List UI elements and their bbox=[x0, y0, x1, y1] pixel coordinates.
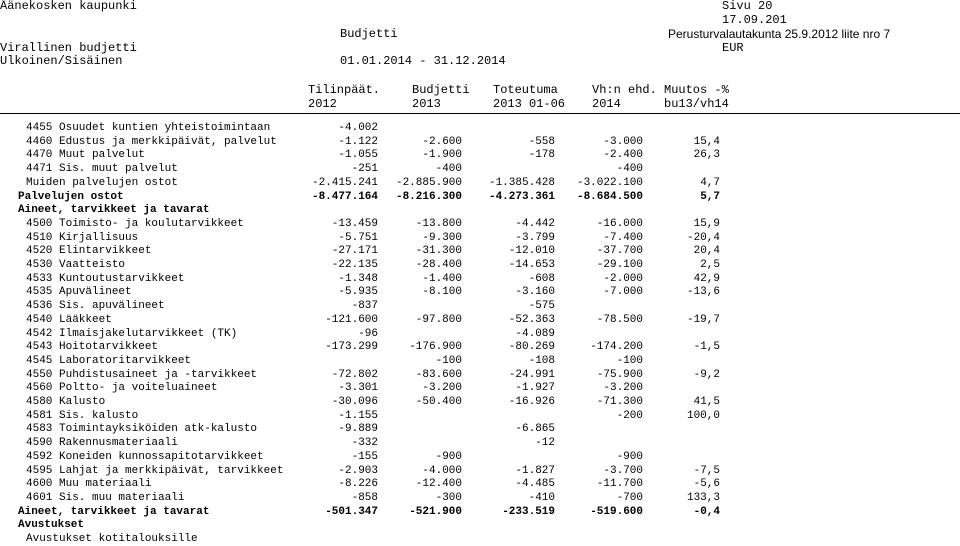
row-value-col-2: -608 bbox=[528, 272, 555, 285]
row-value-col-4: 42,9 bbox=[693, 272, 720, 285]
table-row bbox=[0, 163, 960, 176]
row-value-col-3: -16.000 bbox=[596, 217, 643, 230]
row-label: 4460 Edustus ja merkkipäivät, palvelut bbox=[26, 135, 277, 148]
row-value-col-1: -1.400 bbox=[422, 272, 462, 285]
row-value-col-3: -174.200 bbox=[590, 341, 643, 354]
row-value-col-0: -72.802 bbox=[331, 368, 378, 381]
row-value-col-2: -12.010 bbox=[508, 245, 555, 258]
table-row bbox=[0, 191, 960, 204]
row-label: 4536 Sis. apuvälineet bbox=[26, 300, 165, 313]
table-row bbox=[0, 341, 960, 354]
row-value-col-1: -300 bbox=[435, 491, 462, 504]
table-row bbox=[0, 533, 960, 546]
row-value-col-2: -3.160 bbox=[515, 286, 555, 299]
col-header-bottom-2: 2013 01-06 bbox=[493, 97, 566, 111]
row-value-col-0: -5.751 bbox=[338, 231, 378, 244]
row-label: 4580 Kalusto bbox=[26, 396, 106, 408]
row-label: Avustukset kotitalouksille bbox=[26, 533, 198, 545]
row-label: 4500 Toimisto- ja koulutarvikkeet bbox=[26, 217, 244, 230]
row-value-col-3: -3.000 bbox=[603, 135, 643, 148]
row-value-col-0: -22.135 bbox=[331, 259, 378, 271]
row-value-col-3: -900 bbox=[616, 450, 643, 463]
row-value-col-4: 15,9 bbox=[693, 217, 720, 230]
row-value-col-3: -700 bbox=[616, 491, 643, 504]
row-label: 4550 Puhdistusaineet ja -tarvikkeet bbox=[26, 368, 258, 381]
col-header-bottom-1: 2013 bbox=[412, 97, 441, 111]
table-row bbox=[0, 492, 960, 505]
row-value-col-1: -1.900 bbox=[422, 149, 462, 162]
table-row bbox=[0, 314, 960, 327]
row-value-col-4: -0,4 bbox=[693, 505, 720, 518]
row-value-col-4: -1,5 bbox=[693, 341, 720, 354]
row-value-col-4: -19,7 bbox=[686, 313, 720, 326]
row-value-col-2: -1.927 bbox=[515, 382, 555, 395]
row-value-col-2: -108 bbox=[528, 354, 555, 367]
table-row bbox=[0, 218, 960, 231]
row-value-col-3: -3.700 bbox=[603, 464, 643, 477]
row-value-col-0: -27.171 bbox=[331, 245, 378, 258]
table-row bbox=[0, 506, 960, 519]
committee-title: Perusturvalautakunta 25.9.2012 liite nro 7 bbox=[668, 27, 891, 41]
row-value-col-1: -83.600 bbox=[415, 368, 462, 381]
table-row bbox=[0, 245, 960, 258]
row-value-col-0: -3.301 bbox=[338, 382, 378, 395]
row-value-col-4: 2,5 bbox=[700, 259, 720, 271]
table-row bbox=[0, 232, 960, 245]
row-label: Aineet, tarvikkeet ja tavarat bbox=[18, 505, 210, 518]
row-value-col-1: -100 bbox=[435, 354, 462, 367]
period: 01.01.2014 - 31.12.2014 bbox=[340, 54, 506, 68]
row-value-col-0: -30.096 bbox=[331, 396, 378, 408]
table-row bbox=[0, 300, 960, 313]
row-value-col-0: -332 bbox=[351, 437, 378, 450]
row-label: Aineet, tarvikkeet ja tavarat bbox=[18, 204, 210, 217]
table-row bbox=[0, 369, 960, 382]
city-name: Äänekosken kaupunki bbox=[0, 0, 137, 13]
row-value-col-3: -37.700 bbox=[596, 245, 643, 258]
row-value-col-2: -558 bbox=[528, 135, 555, 148]
row-value-col-3: -519.600 bbox=[590, 505, 643, 518]
row-label: 4471 Sis. muut palvelut bbox=[26, 163, 178, 176]
row-value-col-3: -2.400 bbox=[603, 149, 643, 162]
row-value-col-0: -251 bbox=[351, 163, 378, 176]
currency: EUR bbox=[722, 41, 744, 55]
row-value-col-0: -1.155 bbox=[338, 409, 378, 422]
row-value-col-0: -173.299 bbox=[325, 341, 378, 354]
row-value-col-0: -155 bbox=[351, 450, 378, 463]
row-label: 4583 Toimintayksiköiden atk-kalusto bbox=[26, 423, 258, 436]
row-label: 4545 Laboratoritarvikkeet bbox=[26, 354, 192, 367]
row-value-col-0: -2.903 bbox=[338, 464, 378, 477]
table-row bbox=[0, 410, 960, 423]
page-label: Sivu 20 bbox=[722, 0, 773, 13]
row-label: 4540 Lääkkeet bbox=[26, 313, 112, 326]
row-value-col-0: -9.889 bbox=[338, 423, 378, 436]
row-value-col-4: 133,3 bbox=[686, 491, 720, 504]
row-value-col-3: -3.022.100 bbox=[576, 176, 643, 189]
row-value-col-3: -7.400 bbox=[603, 231, 643, 244]
row-value-col-2: -6.865 bbox=[515, 423, 555, 436]
row-value-col-1: -28.400 bbox=[415, 259, 462, 271]
row-value-col-2: -14.653 bbox=[508, 259, 555, 271]
row-value-col-2: -4.485 bbox=[515, 478, 555, 491]
row-label: 4543 Hoitotarvikkeet bbox=[26, 341, 159, 354]
row-value-col-3: -3.200 bbox=[603, 382, 643, 395]
row-value-col-1: -50.400 bbox=[415, 396, 462, 408]
table-row bbox=[0, 423, 960, 436]
table-row bbox=[0, 478, 960, 491]
row-value-col-0: -858 bbox=[351, 491, 378, 504]
row-value-col-2: -410 bbox=[528, 491, 555, 504]
row-value-col-4: -7,5 bbox=[693, 464, 720, 477]
row-label: 4470 Muut palvelut bbox=[26, 149, 145, 162]
row-label: Palvelujen ostot bbox=[18, 190, 124, 203]
row-value-col-1: -521.900 bbox=[409, 505, 462, 518]
row-value-col-2: -1.827 bbox=[515, 464, 555, 477]
row-value-col-2: -575 bbox=[528, 300, 555, 313]
table-row bbox=[0, 519, 960, 532]
row-value-col-0: -2.415.241 bbox=[311, 176, 378, 189]
col-header-bottom-4: bu13/vh14 bbox=[664, 97, 729, 111]
row-value-col-1: -400 bbox=[435, 163, 462, 176]
row-label: 4592 Koneiden kunnossapitotarvikkeet bbox=[26, 450, 264, 463]
row-label: 4510 Kirjallisuus bbox=[26, 231, 139, 244]
row-value-col-2: -24.991 bbox=[508, 368, 555, 381]
row-value-col-1: -900 bbox=[435, 450, 462, 463]
table-row bbox=[0, 204, 960, 217]
table-row bbox=[0, 382, 960, 395]
row-label: 4595 Lahjat ja merkkipäivät, tarvikkeet bbox=[26, 464, 284, 477]
row-value-col-2: -12 bbox=[535, 437, 555, 450]
print-date: 17.09.201 bbox=[722, 13, 787, 27]
doc-type: Budjetti bbox=[340, 27, 398, 41]
row-value-col-1: -3.200 bbox=[422, 382, 462, 395]
row-value-col-0: -1.348 bbox=[338, 272, 378, 285]
table-row bbox=[0, 355, 960, 368]
row-value-col-4: 5,7 bbox=[700, 190, 720, 203]
row-value-col-1: -31.300 bbox=[415, 245, 462, 258]
row-value-col-0: -1.122 bbox=[338, 135, 378, 148]
row-value-col-2: -4.273.361 bbox=[488, 190, 555, 203]
row-value-col-4: 41,5 bbox=[693, 396, 720, 408]
row-value-col-2: -233.519 bbox=[502, 505, 555, 518]
row-value-col-3: -400 bbox=[616, 163, 643, 176]
row-label: 4560 Poltto- ja voiteluaineet bbox=[26, 382, 218, 395]
row-label: 4601 Sis. muu materiaali bbox=[26, 491, 185, 504]
row-label: 4581 Sis. kalusto bbox=[26, 409, 139, 422]
row-value-col-0: -5.935 bbox=[338, 286, 378, 299]
row-value-col-0: -4.002 bbox=[338, 122, 378, 134]
row-label: Muiden palvelujen ostot bbox=[26, 176, 178, 189]
col-header-top-1: Budjetti bbox=[412, 83, 470, 97]
row-value-col-2: -4.442 bbox=[515, 217, 555, 230]
col-header-bottom-3: 2014 bbox=[592, 97, 621, 111]
row-value-col-1: -13.800 bbox=[415, 217, 462, 230]
row-value-col-2: -4.089 bbox=[515, 327, 555, 340]
row-value-col-2: -16.926 bbox=[508, 396, 555, 408]
col-header-top-2: Toteutuma bbox=[493, 83, 558, 97]
row-value-col-0: -8.477.164 bbox=[311, 190, 378, 203]
row-value-col-0: -96 bbox=[358, 327, 378, 340]
row-value-col-3: -29.100 bbox=[596, 259, 643, 271]
row-value-col-1: -2.885.900 bbox=[395, 176, 462, 189]
row-value-col-4: 100,0 bbox=[686, 409, 720, 422]
row-value-col-2: -3.799 bbox=[515, 231, 555, 244]
row-value-col-0: -501.347 bbox=[325, 505, 378, 518]
row-value-col-1: -9.300 bbox=[422, 231, 462, 244]
row-value-col-2: -178 bbox=[528, 149, 555, 162]
row-value-col-1: -97.800 bbox=[415, 313, 462, 326]
row-value-col-1: -12.400 bbox=[415, 478, 462, 491]
col-header-bottom-0: 2012 bbox=[308, 97, 337, 111]
row-label: 4520 Elintarvikkeet bbox=[26, 245, 152, 258]
row-value-col-4: 26,3 bbox=[693, 149, 720, 162]
row-value-col-4: -9,2 bbox=[693, 368, 720, 381]
scope: Ulkoinen/Sisäinen bbox=[0, 54, 123, 68]
header-divider bbox=[0, 113, 960, 114]
row-value-col-0: -1.055 bbox=[338, 149, 378, 162]
row-value-col-2: -1.385.428 bbox=[488, 176, 555, 189]
row-value-col-4: 15,4 bbox=[693, 135, 720, 148]
row-label: 4600 Muu materiaali bbox=[26, 478, 152, 491]
row-value-col-0: -121.600 bbox=[325, 313, 378, 326]
row-value-col-0: -837 bbox=[351, 300, 378, 313]
row-label: 4535 Apuvälineet bbox=[26, 286, 132, 299]
table-row bbox=[0, 437, 960, 450]
table-row bbox=[0, 465, 960, 478]
row-value-col-2: -52.363 bbox=[508, 313, 555, 326]
row-value-col-3: -7.000 bbox=[603, 286, 643, 299]
row-label: 4455 Osuudet kuntien yhteistoimintaan bbox=[26, 122, 271, 134]
row-value-col-3: -11.700 bbox=[596, 478, 643, 491]
row-value-col-3: -8.684.500 bbox=[576, 190, 643, 203]
row-value-col-1: -176.900 bbox=[409, 341, 462, 354]
table-row bbox=[0, 149, 960, 162]
row-value-col-4: -5,6 bbox=[693, 478, 720, 491]
row-value-col-4: 4,7 bbox=[700, 176, 720, 189]
row-value-col-4: -20,4 bbox=[686, 231, 720, 244]
row-value-col-2: -80.269 bbox=[508, 341, 555, 354]
row-value-col-0: -8.226 bbox=[338, 478, 378, 491]
row-label: 4533 Kuntoutustarvikkeet bbox=[26, 272, 185, 285]
row-value-col-3: -200 bbox=[616, 409, 643, 422]
budget-version: Virallinen budjetti bbox=[0, 41, 137, 55]
col-header-top-0: Tilinpäät. bbox=[308, 83, 381, 97]
table-row bbox=[0, 286, 960, 299]
row-value-col-3: -75.900 bbox=[596, 368, 643, 381]
table-row bbox=[0, 328, 960, 341]
row-value-col-0: -13.459 bbox=[331, 217, 378, 230]
table-row bbox=[0, 273, 960, 286]
row-value-col-1: -8.216.300 bbox=[395, 190, 462, 203]
row-value-col-1: -4.000 bbox=[422, 464, 462, 477]
row-label: 4590 Rakennusmateriaali bbox=[26, 437, 178, 450]
table-row bbox=[0, 136, 960, 149]
table-row bbox=[0, 396, 960, 409]
row-label: 4530 Vaatteisto bbox=[26, 259, 126, 271]
row-value-col-1: -8.100 bbox=[422, 286, 462, 299]
row-value-col-3: -78.500 bbox=[596, 313, 643, 326]
row-label: 4542 Ilmaisjakelutarvikkeet (TK) bbox=[26, 327, 238, 340]
table-row bbox=[0, 259, 960, 272]
row-value-col-4: 20,4 bbox=[693, 245, 720, 258]
row-label: Avustukset bbox=[18, 519, 85, 532]
row-value-col-3: -71.300 bbox=[596, 396, 643, 408]
row-value-col-3: -100 bbox=[616, 354, 643, 367]
table-row bbox=[0, 122, 960, 135]
row-value-col-1: -2.600 bbox=[422, 135, 462, 148]
col-header-top-3: Vh:n ehd. bbox=[592, 83, 657, 97]
col-header-top-4: Muutos -% bbox=[664, 83, 729, 97]
table-row bbox=[0, 451, 960, 464]
row-value-col-4: -13,6 bbox=[686, 286, 720, 299]
table-row bbox=[0, 177, 960, 190]
row-value-col-3: -2.000 bbox=[603, 272, 643, 285]
